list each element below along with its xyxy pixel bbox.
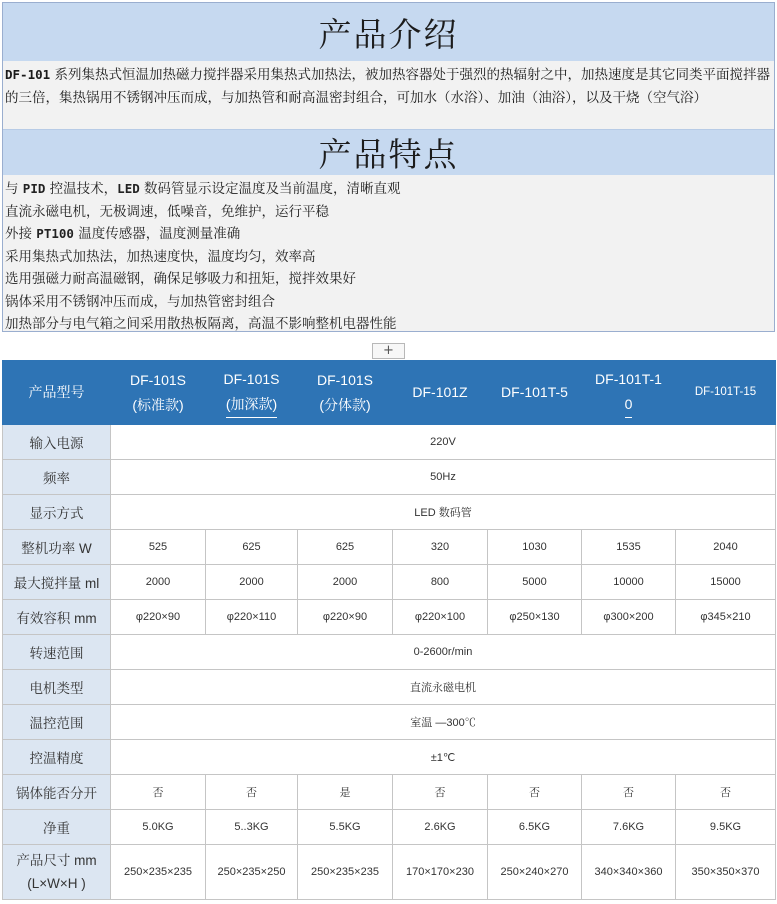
- spec-row-weight: [3, 810, 776, 845]
- spec-cell: 9.5KG: [676, 810, 776, 845]
- feature-code: PT100: [36, 226, 74, 241]
- spec-cell: 否: [393, 775, 488, 810]
- spec-row-capacity: [3, 565, 776, 600]
- model-col-6: [582, 361, 676, 425]
- spec-cell: 5.5KG: [298, 810, 393, 845]
- feature-text: 直流永磁电机，无极调速，低噪音，免维护，运行平稳: [5, 203, 329, 220]
- spec-cell: 350×350×370: [676, 845, 776, 900]
- feature-item: [5, 201, 772, 224]
- spec-cell: 2000: [298, 565, 393, 600]
- spec-row-speed: [3, 635, 776, 670]
- model-name: DF-101T-1: [595, 371, 662, 387]
- spec-label: 锅体能否分开: [3, 775, 111, 810]
- model-name: DF-101S: [129, 371, 187, 388]
- spec-label: 净重: [3, 810, 111, 845]
- feature-text: 外接: [5, 226, 37, 242]
- feature-item: [5, 246, 772, 269]
- spec-label: [3, 845, 111, 900]
- spec-row-motor: [3, 670, 776, 705]
- model-name: DF-101T-15: [694, 386, 757, 398]
- intro-description: [3, 61, 774, 129]
- spec-label: 电机类型: [3, 670, 111, 705]
- spec-label: 控温精度: [3, 740, 111, 775]
- feature-text: 数码管显示设定温度及当前温度，清晰直观: [139, 181, 401, 197]
- spec-cell: 10000: [582, 565, 676, 600]
- model-header-row: [3, 361, 776, 425]
- model-variant: (加深款): [226, 392, 277, 418]
- spec-cell: 否: [206, 775, 298, 810]
- feature-item: [5, 268, 772, 291]
- spec-row-power-input: [3, 425, 776, 460]
- spec-cell-merged: 0-2600r/min: [111, 635, 776, 670]
- spec-cell-merged: 室温 —300℃: [111, 705, 776, 740]
- feature-code: LED: [117, 181, 140, 196]
- features-title: 产品特点: [3, 129, 774, 175]
- model-name: DF-101T-5: [501, 384, 568, 400]
- model-name: DF-101S: [316, 371, 374, 388]
- spec-cell-merged: 50Hz: [111, 460, 776, 495]
- spec-cell: 15000: [676, 565, 776, 600]
- spec-table: [2, 360, 776, 900]
- spec-row-temp-precision: [3, 740, 776, 775]
- intro-model-code: DF-101: [5, 67, 51, 82]
- spec-label: 整机功率 W: [3, 530, 111, 565]
- spec-cell: 250×240×270: [488, 845, 582, 900]
- intro-title: 产品介绍: [3, 3, 774, 61]
- spec-cell: 2000: [111, 565, 206, 600]
- spec-row-separable: [3, 775, 776, 810]
- feature-text: 控温技术，: [45, 181, 118, 197]
- spec-cell-merged: 220V: [111, 425, 776, 460]
- spec-cell: φ220×100: [393, 600, 488, 635]
- spec-cell: 否: [582, 775, 676, 810]
- model-header-label: 产品型号: [3, 361, 111, 425]
- spec-label: 转速范围: [3, 635, 111, 670]
- spec-cell: 250×235×250: [206, 845, 298, 900]
- model-col-3: [298, 361, 393, 425]
- spec-cell: φ220×90: [111, 600, 206, 635]
- spec-row-power-w: [3, 530, 776, 565]
- spec-cell-merged: LED 数码管: [111, 495, 776, 530]
- spec-cell: φ220×90: [298, 600, 393, 635]
- spec-cell: 625: [298, 530, 393, 565]
- spec-row-volume: [3, 600, 776, 635]
- model-col-7: [676, 361, 776, 425]
- model-col-1: [111, 361, 206, 425]
- expand-plus-button[interactable]: +: [372, 343, 405, 359]
- model-col-4: [393, 361, 488, 425]
- feature-text: 锅体采用不锈钢冲压而成，与加热管密封组合: [5, 293, 275, 310]
- spec-cell: 6.5KG: [488, 810, 582, 845]
- feature-item: [5, 291, 772, 314]
- spec-cell: 5..3KG: [206, 810, 298, 845]
- spec-cell: 170×170×230: [393, 845, 488, 900]
- spec-cell: 2000: [206, 565, 298, 600]
- spec-row-display: [3, 495, 776, 530]
- feature-text: 加热部分与电气箱之间采用散热板隔离，高温不影响整机电器性能: [5, 316, 397, 332]
- model-variant: (标准款): [132, 396, 184, 413]
- spec-cell: 525: [111, 530, 206, 565]
- intro-description-text: 系列集热式恒温加热磁力搅拌器采用集热式加热法，被加热容器处于强烈的热辐射之中，加热速度是其它同类平面搅拌器的三倍，集热锅用不锈钢冲压而成，与加热管和耐高温密封组合，可加水（水浴）、加油（油浴），以及干烧（空气浴）: [5, 67, 770, 106]
- feature-item: [5, 178, 772, 201]
- spec-cell: 否: [111, 775, 206, 810]
- spec-cell: 1030: [488, 530, 582, 565]
- model-name: DF-101S: [223, 371, 280, 387]
- feature-text: 与: [5, 181, 23, 197]
- spec-cell: 625: [206, 530, 298, 565]
- spec-cell: φ250×130: [488, 600, 582, 635]
- spec-row-size: [3, 845, 776, 900]
- feature-item: [5, 313, 772, 336]
- spec-cell-merged: 直流永磁电机: [111, 670, 776, 705]
- model-col-2: [206, 361, 298, 425]
- spec-label-line: (L×W×H ): [27, 876, 86, 891]
- spec-label: 有效容积 mm: [3, 600, 111, 635]
- model-variant: (分体款): [319, 396, 371, 413]
- spec-label-line: 产品尺寸 mm: [16, 853, 97, 868]
- product-intro-section: [2, 2, 775, 332]
- feature-text: 温度传感器，温度测量准确: [73, 226, 241, 242]
- spec-cell: 250×235×235: [111, 845, 206, 900]
- feature-item: [5, 223, 772, 246]
- spec-label: 频率: [3, 460, 111, 495]
- spec-cell: 2040: [676, 530, 776, 565]
- model-name: DF-101Z: [412, 384, 468, 400]
- model-col-5: [488, 361, 582, 425]
- spec-cell: 是: [298, 775, 393, 810]
- spec-cell: 否: [488, 775, 582, 810]
- model-name-wrap: 0: [625, 392, 633, 418]
- spec-cell-merged: ±1℃: [111, 740, 776, 775]
- features-list: [3, 175, 774, 336]
- spec-cell: 2.6KG: [393, 810, 488, 845]
- spec-cell: 7.6KG: [582, 810, 676, 845]
- feature-text: 选用强磁力耐高温磁钢，确保足够吸力和扭矩，搅拌效果好: [5, 271, 356, 287]
- spec-cell: 5.0KG: [111, 810, 206, 845]
- feature-text: 采用集热式加热法，加热速度快，温度均匀，效率高: [5, 248, 316, 265]
- spec-cell: 800: [393, 565, 488, 600]
- spec-cell: φ345×210: [676, 600, 776, 635]
- spec-cell: 1535: [582, 530, 676, 565]
- spec-cell: 否: [676, 775, 776, 810]
- spec-label: 最大搅拌量 ml: [3, 565, 111, 600]
- spec-label: 输入电源: [3, 425, 111, 460]
- feature-code: PID: [22, 181, 46, 196]
- spec-label: 温控范围: [3, 705, 111, 740]
- spec-cell: φ220×110: [206, 600, 298, 635]
- spec-cell: 5000: [488, 565, 582, 600]
- spec-cell: 320: [393, 530, 488, 565]
- spec-row-frequency: [3, 460, 776, 495]
- spec-cell: 340×340×360: [582, 845, 676, 900]
- spec-row-temp-range: [3, 705, 776, 740]
- spec-cell: φ300×200: [582, 600, 676, 635]
- spec-label: 显示方式: [3, 495, 111, 530]
- spec-cell: 250×235×235: [298, 845, 393, 900]
